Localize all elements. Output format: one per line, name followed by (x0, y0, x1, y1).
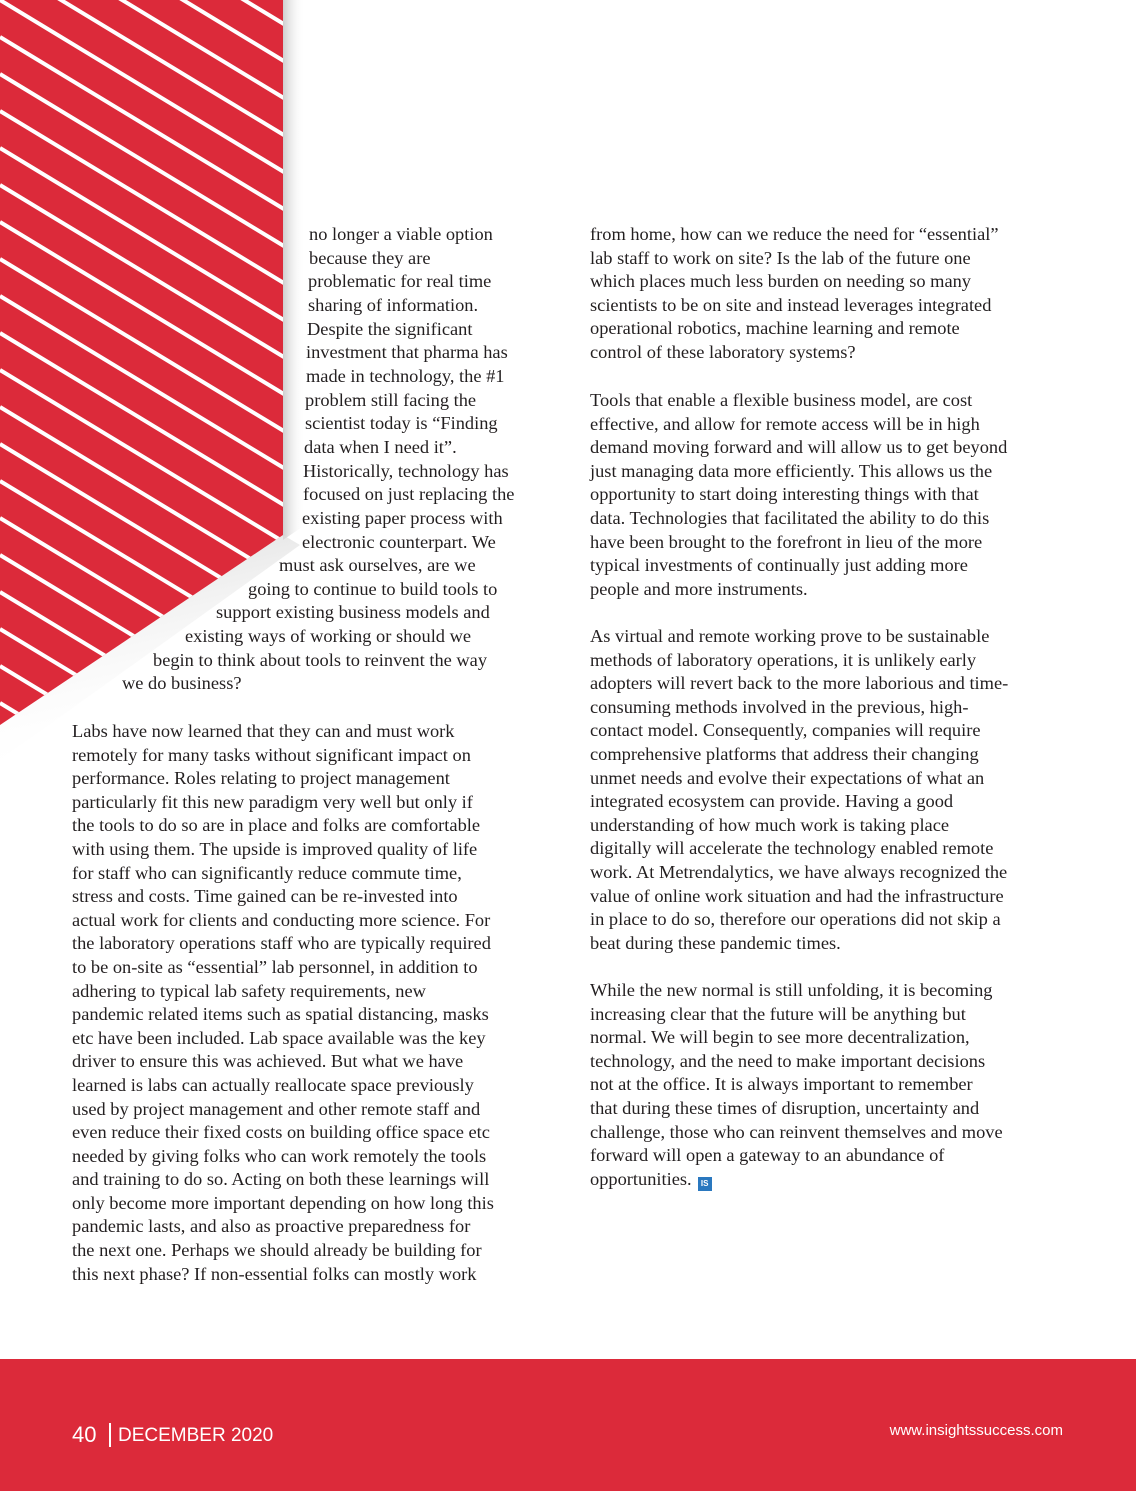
footer-divider (109, 1423, 111, 1447)
left-column-paragraph: Labs have now learned that they can and must work remotely for many tasks without significant impact on performance. Roles relating to project management particularly fit this new paradigm very well but only if the tools to do so are in place and folks are comfortable with using them. The upside is improved quality of life for staff who can significantly reduce commute time, stress and costs. Time gained can be re-invested into actual work for clients and conducting more science. For the laboratory operations staff who are typically required to be on-site as “essential” lab personnel, in addition to adhering to typical lab safety requirements, new pandemic related items such as spatial distancing, masks etc have been included. Lab space available was the key driver to ensure this was achieved. But what we have learned is labs can actually reallocate space previously used by project management and other remote staff and even reduce their fixed costs on building office space etc needed by giving folks who can work remotely the tools and training to do so. Acting on both these learnings will only become more important depending on how long this pandemic lasts, and also as proactive preparedness for the next one. Perhaps we should already be building for this next phase? If non-essential folks can mostly work (72, 721, 494, 1284)
wrap-line: begin to think about tools to reinvent the way (153, 650, 488, 670)
right-column-paragraph-2: Tools that enable a flexible business model, are cost effective, and allow for remote access will be in high demand moving forward and will allow us to get beyond just managing data more efficiently. This allows us the opportunity to start doing interesting things with that data. Technologies that facilitated the ability to do this have been brought to the forefront in lieu of the more typical investments of continually just adding more people and more instruments. (590, 390, 1008, 599)
page-number: 40 (72, 1422, 97, 1447)
wrap-line: sharing of information. (308, 295, 479, 315)
wrap-line: problematic for real time (308, 271, 492, 291)
wrap-line: electronic counterpart. We (302, 532, 496, 552)
wrap-line: focused on just replacing the (303, 484, 515, 504)
wrap-line: made in technology, the #1 (306, 366, 505, 386)
wrap-line: support existing business models and (216, 602, 490, 622)
wrap-line: must ask ourselves, are we (279, 555, 476, 575)
right-column-paragraph-1: from home, how can we reduce the need for “essential” lab staff to work on site? Is the lab of the future one which places much less burden on needing so many scientists to be on site and instead leverages integrated operational robotics, machine learning and remote control of these laboratory systems? (590, 224, 999, 362)
wrap-line: existing ways of working or should we (185, 626, 472, 646)
wrap-line: problem still facing the (305, 390, 477, 410)
wrap-line: existing paper process with (302, 508, 503, 528)
wrap-line: Despite the significant (307, 319, 473, 339)
wrap-line: scientist today is “Finding (305, 413, 498, 433)
issue-date: DECEMBER 2020 (118, 1425, 274, 1446)
website-url: www.insightssuccess.com (889, 1422, 1063, 1439)
right-column-paragraph-3: As virtual and remote working prove to be sustainable methods of laboratory operations, it is unlikely early adopters will revert back to the more laborious and time- consuming methods involved in the previous, high- contact model. Consequently, companies will require comprehensive platforms that address their changing unmet needs and evolve their expectations of what an integrated ecosystem can provide. Having a good understanding of how much work is taking place digitally will accelerate the technology enabled remote work. At Metrendalytics, we have always recognized the value of online work situation and had the infrastructure in place to do so, therefore our operations did not skip a beat during these pandemic times. (590, 626, 1009, 953)
right-column-paragraph-4: While the new normal is still unfolding, it is becoming increasing clear that the future will be anything but normal. We will begin to see more decentralization, technology, and the need to make important decisions not at the office. It is always important to remember that during these times of disruption, uncertainty and challenge, those who can reinvent themselves and move forward will open a gateway to an abundance of opportunities. (590, 980, 1003, 1189)
wrap-line: investment that pharma has (306, 342, 508, 362)
end-mark-icon: IS (698, 1177, 712, 1191)
wrap-line: going to continue to build tools to (248, 579, 498, 599)
wrap-line: data when I need it”. (304, 437, 457, 457)
triangle-shadow-right (283, 0, 305, 540)
wrap-line: because they are (309, 248, 431, 268)
wrap-line: we do business? (122, 673, 242, 693)
right-column-final-block (590, 979, 1080, 1191)
wrap-line: Historically, technology has (303, 461, 509, 481)
wrap-line: no longer a viable option (309, 224, 493, 244)
